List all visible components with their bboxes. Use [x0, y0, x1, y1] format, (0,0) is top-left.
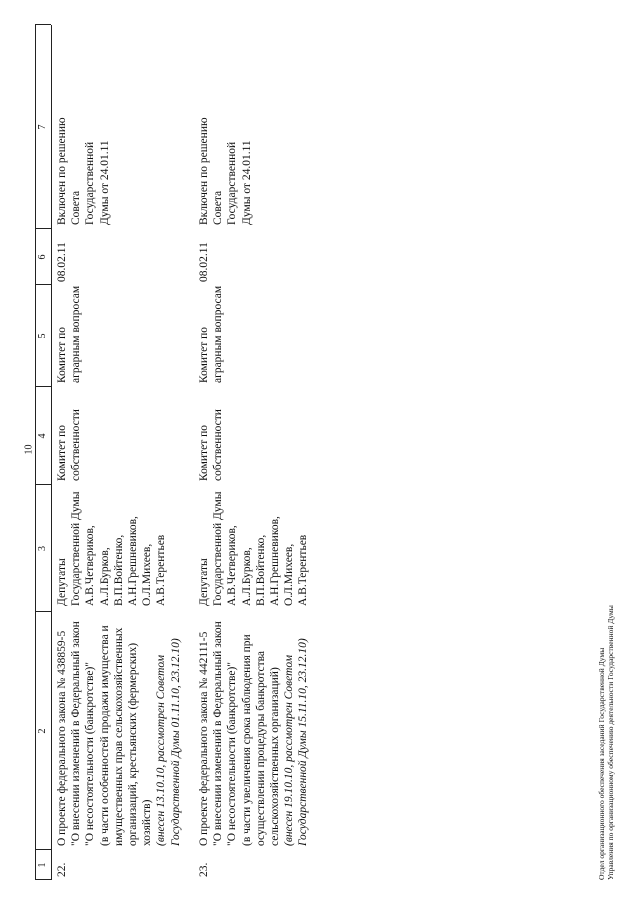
header-col-2: 2: [37, 728, 48, 734]
header-bottom-border: [51, 25, 52, 880]
header-col-5: 5: [37, 333, 48, 339]
row-23-status: Включен по решению Совета Государственной Думы от 24.01.11: [198, 117, 253, 225]
row-22-bill: [55, 614, 183, 846]
document-sheet: [35, 10, 635, 880]
row-23-number: 23.: [198, 862, 210, 877]
row-23-authors: Депутаты Государственной Думы А.В.Четвериков, А.Л.Бурков, В.П.Войтенко, А.Н.Грешневиков, О.Л.Михеев, А.В.Терентьев: [198, 491, 310, 606]
row-23-committee-responsible: Комитет по собственности: [198, 409, 225, 481]
row-22-date: 08.02.11: [56, 242, 68, 282]
header-col-4: 4: [37, 433, 48, 439]
row-23-bill-note: (внесен 19.10.10, рассмотрен Советом Государственной Думы 15.11.10, 23.12.10): [283, 638, 310, 846]
row-22-number: 22.: [56, 862, 68, 877]
header-col-7: 7: [37, 124, 48, 130]
header-col-1: 1: [37, 862, 48, 868]
footer-line-1: Отдел организационного обеспечения заседаний Государственной Думы: [597, 647, 606, 880]
row-23-committee-co: Комитет по аграрным вопросам: [198, 285, 225, 383]
row-23-bill-text: О проекте федерального закона № 442111-5 "О внесении изменений в Федеральный закон "О несостоятельности (банкротстве)" (в части увеличения срока наблюдения при осуществлении процедуры банкротства сельскохозяйственных организаций): [198, 621, 282, 846]
header-col-6: 6: [37, 254, 48, 260]
footer-line-2: Управления по организационному обеспечению деятельности Государственной Думы: [606, 605, 615, 880]
row-23-bill: [197, 614, 311, 846]
page-number: 10: [23, 444, 35, 455]
row-22-authors: Депутаты Государственной Думы А.В.Четвериков, А.Л.Бурков, В.П.Войтенко, А.Н.Грешневиков, О.Л.Михеев, А.В.Терентьев: [56, 491, 168, 606]
row-22-bill-text: О проекте федерального закона № 438859-5 "О внесении изменений в Федеральный закон "О несостоятельности (банкротстве)" (в части особенностей продажи имущества и имущественных прав сельскохозяйственных организаций, крестьянских (фермерских) хозяйств): [56, 621, 154, 846]
row-23-date: 08.02.11: [198, 242, 210, 282]
header-col-3: 3: [37, 546, 48, 551]
row-22-committee-responsible: Комитет по собственности: [56, 409, 83, 481]
row-22-status: Включен по решению Совета Государственной Думы от 24.01.11: [56, 117, 111, 225]
row-22-committee-co: Комитет по аграрным вопросам: [56, 285, 83, 383]
row-22-bill-note: (внесен 13.10.10, рассмотрен Советом Государственной Думы 01.11.10, 23.12.10): [155, 638, 182, 846]
